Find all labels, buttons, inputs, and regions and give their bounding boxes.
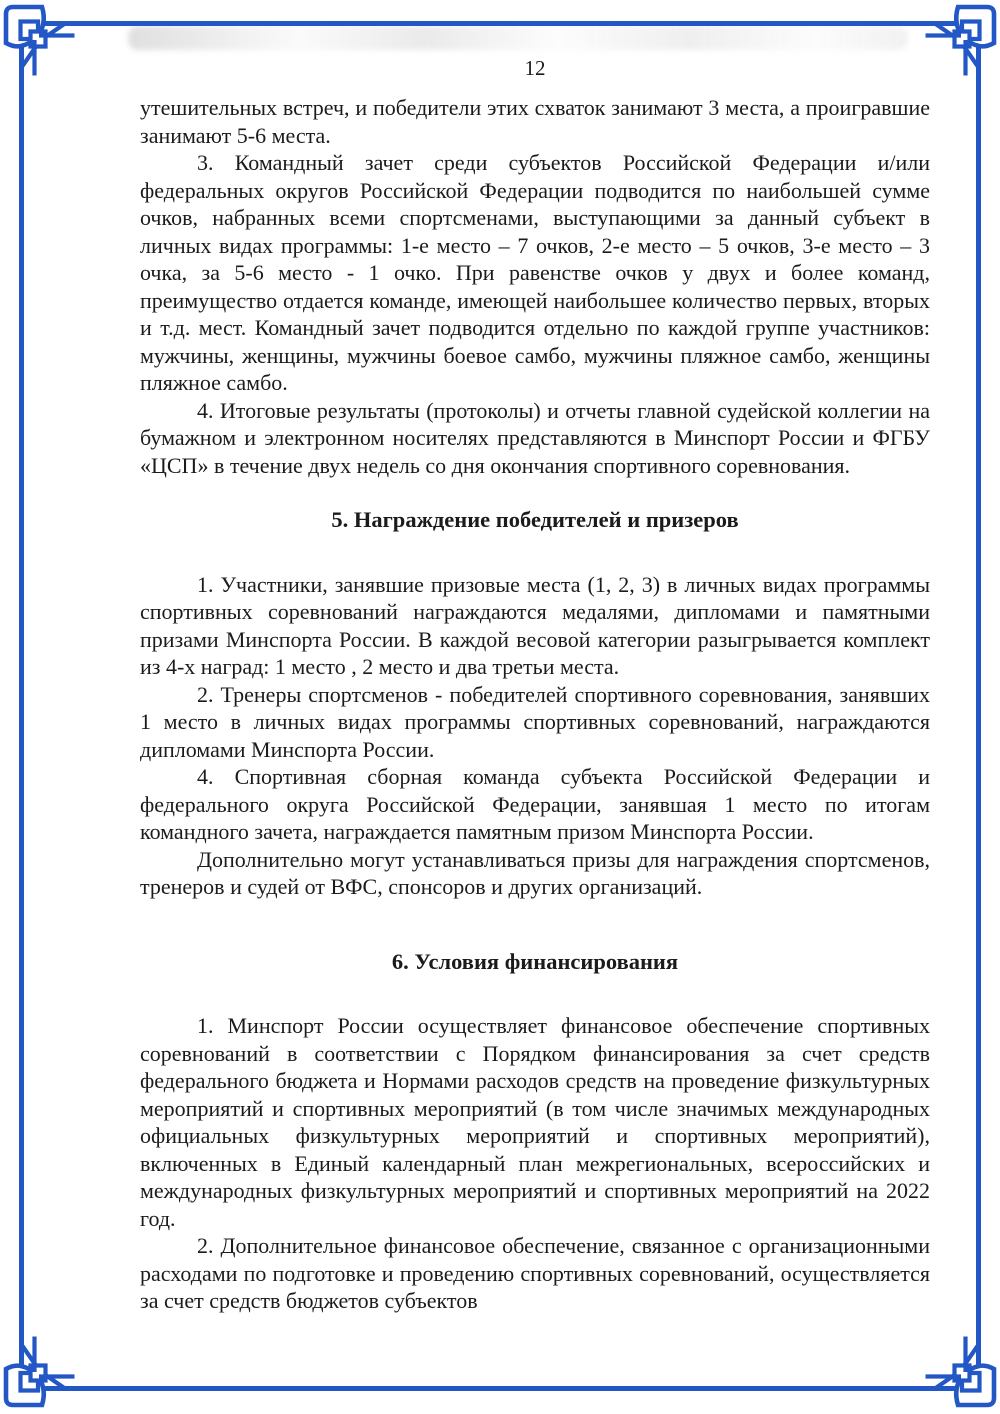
paragraph-awards-additional: Дополнительно могут устанавливаться призы для награждения спортсменов, тренеров и судей от ВФС, спонсоров и других организаций.	[140, 846, 930, 899]
paragraph-consolation-matches: утешительных встреч, и победители этих схваток занимают 3 места, а проигравшие занимают 5-6 места.	[140, 95, 930, 148]
paragraph-awards-participants: 1. Участники, занявшие призовые места (1, 2, 3) в личных видах программы спортивных соревнований награждаются медалями, дипломами и памятными призами Минспорта России. В каждой весовой категории разыгрывается комплект из 4-х наград: 1 место , 2 место и два третьи места.	[140, 571, 930, 679]
corner-ornament-bottom-left-icon	[0, 1334, 77, 1414]
paragraph-awards-team: 4. Спортивная сборная команда субъекта Российской Федерации и федерального округа Российской Федерации, занявшая 1 место по итогам командного зачета, награждается памятным призом Минспорта России.	[140, 764, 930, 844]
corner-ornament-top-left-icon	[0, 0, 77, 78]
page-number: 12	[524, 56, 546, 80]
corner-ornament-top-right-icon	[923, 0, 1000, 78]
paragraph-awards-coaches: 2. Тренеры спортсменов - победителей спортивного соревнования, занявших 1 место в личных видах программы спортивных соревнований, награждаются дипломами Минспорта России.	[140, 681, 930, 762]
corner-ornament-bottom-right-icon	[923, 1334, 1000, 1414]
document-body	[140, 94, 930, 1315]
paragraph-financing-additional: 2. Дополнительное финансовое обеспечение, связанное с организационными расходами по подготовке и проведению спортивных соревнований, осуществляется за счет средств бюджетов субъектов	[140, 1233, 930, 1313]
heading-financing-section: 6. Условия финансирования	[391, 948, 679, 974]
scan-noise-band	[128, 26, 908, 50]
paragraph-financing-budget: 1. Минспорт России осуществляет финансовое обеспечение спортивных соревнований в соответствии с Порядком финансирования за счет средств федерального бюджета и Нормами расходов средств на проведение физкультурных мероприятий и спортивных мероприятий (в том числе значимых международных официальных физкультурных мероприятий и спортивных мероприятий), включенных в Единый календарный план межрегиональных, всероссийских и международных физкультурных мероприятий и спортивных мероприятий на 2022 год.	[140, 1013, 930, 1231]
paragraph-team-scoring: 3. Командный зачет среди субъектов Российской Федерации и/или федеральных округов Российской Федерации подводится по наибольшей сумме очков, набранных всеми спортсменами, выступающими за данный субъект в личных видах программы: 1-е место – 7 очков, 2-е место – 5 очков, 3-е место – 3 очка, за 5-6 место - 1 очко. При равенстве очков у двух и более команд, преимущество отдается команде, имеющей наибольшее количество первых, вторых и т.д. мест. Командный зачет подводится отдельно по каждой группе участников: мужчины, женщины, мужчины боевое самбо, мужчины пляжное самбо, женщины пляжное самбо.	[140, 150, 930, 395]
heading-awards-section: 5. Награждение победителей и призеров	[331, 507, 739, 532]
paragraph-final-results: 4. Итоговые результаты (протоколы) и отчеты главной судейской коллегии на бумажном и электронном носителях представляются в Минспорт России и ФГБУ «ЦСП» в течение двух недель со дня окончания спортивного соревнования.	[140, 397, 930, 478]
